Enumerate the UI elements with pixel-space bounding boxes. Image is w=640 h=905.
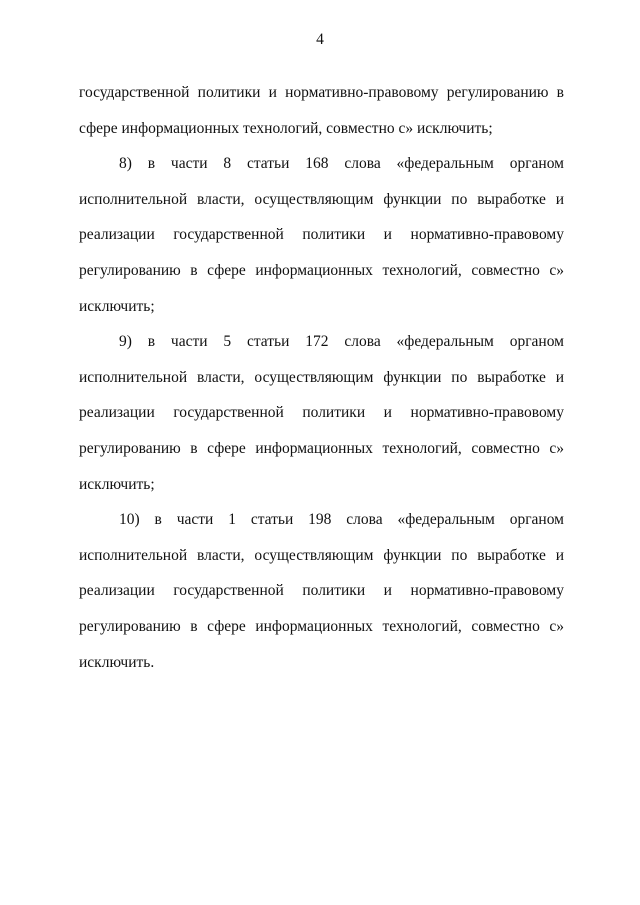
document-body	[79, 75, 564, 680]
paragraph-continuation: государственной политики и нормативно-правовому регулированию в сфере информационных технологий, совместно с» исключить;	[79, 84, 564, 137]
paragraph-item-10: 10) в части 1 статьи 198 слова «федеральным органом исполнительной власти, осуществляющим функции по выработке и реализации государственной политики и нормативно-правовому регулированию в сфере информационных технологий, совместно с» исключить.	[79, 511, 564, 671]
paragraph-item-9: 9) в части 5 статьи 172 слова «федеральным органом исполнительной власти, осуществляющим функции по выработке и реализации государственной политики и нормативно-правовому регулированию в сфере информационных технологий, совместно с» исключить;	[79, 333, 564, 493]
page-number: 4	[316, 31, 324, 48]
paragraph-item-8: 8) в части 8 статьи 168 слова «федеральным органом исполнительной власти, осуществляющим функции по выработке и реализации государственной политики и нормативно-правовому регулированию в сфере информационных технологий, совместно с» исключить;	[79, 155, 564, 315]
